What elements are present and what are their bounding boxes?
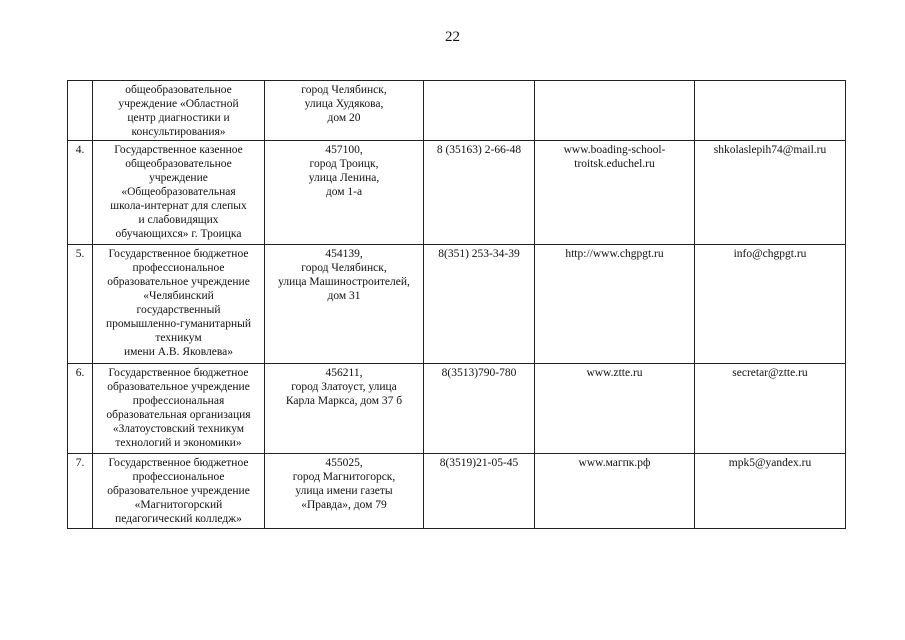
institution-name: общеобразовательное учреждение «Областной центр диагностики и консультирования» xyxy=(93,81,265,141)
institution-name: Государственное бюджетное профессиональное образовательное учреждение «Челябинский государственный промышленно-гуманитарный техникум имени А.В. Яковлева» xyxy=(93,245,265,364)
institution-phone: 8 (35163) 2-66-48 xyxy=(424,141,535,245)
institution-website xyxy=(535,81,695,141)
institution-email: secretar@ztte.ru xyxy=(695,364,846,454)
institution-phone: 8(3519)21-05-45 xyxy=(424,454,535,529)
institution-address: 455025, город Магнитогорск, улица имени газеты «Правда», дом 79 xyxy=(265,454,424,529)
row-number: 4. xyxy=(68,141,93,245)
institution-phone xyxy=(424,81,535,141)
table-row xyxy=(68,81,846,141)
institution-name: Государственное бюджетное профессиональное образовательное учреждение «Магнитогорский педагогический колледж» xyxy=(93,454,265,529)
institution-phone: 8(351) 253-34-39 xyxy=(424,245,535,364)
institution-name: Государственное казенное общеобразовательное учреждение «Общеобразовательная школа-интернат для слепых и слабовидящих обучающихся» г. Троицка xyxy=(93,141,265,245)
row-number: 6. xyxy=(68,364,93,454)
institution-website: www.boading-school- troitsk.educhel.ru xyxy=(535,141,695,245)
institution-phone: 8(3513)790-780 xyxy=(424,364,535,454)
institution-email: mpk5@yandex.ru xyxy=(695,454,846,529)
institution-website: http://www.chgpgt.ru xyxy=(535,245,695,364)
row-number xyxy=(68,81,93,141)
institution-email: info@chgpgt.ru xyxy=(695,245,846,364)
institutions-table xyxy=(67,80,846,529)
table-row xyxy=(68,454,846,529)
institution-website: www.магпк.рф xyxy=(535,454,695,529)
institution-address: 456211, город Златоуст, улица Карла Маркса, дом 37 б xyxy=(265,364,424,454)
institution-website: www.ztte.ru xyxy=(535,364,695,454)
row-number: 7. xyxy=(68,454,93,529)
page-number: 22 xyxy=(445,29,460,45)
institution-address: город Челябинск, улица Худякова, дом 20 xyxy=(265,81,424,141)
row-number: 5. xyxy=(68,245,93,364)
table-row xyxy=(68,141,846,245)
table-row xyxy=(68,245,846,364)
institution-address: 457100, город Троицк, улица Ленина, дом 1-а xyxy=(265,141,424,245)
institution-email: shkolaslepih74@mail.ru xyxy=(695,141,846,245)
table-row xyxy=(68,364,846,454)
institution-address: 454139, город Челябинск, улица Машиностроителей, дом 31 xyxy=(265,245,424,364)
institution-email xyxy=(695,81,846,141)
institution-name: Государственное бюджетное образовательное учреждение профессиональная образовательная организация «Златоустовский техникум технологий и экономики» xyxy=(93,364,265,454)
